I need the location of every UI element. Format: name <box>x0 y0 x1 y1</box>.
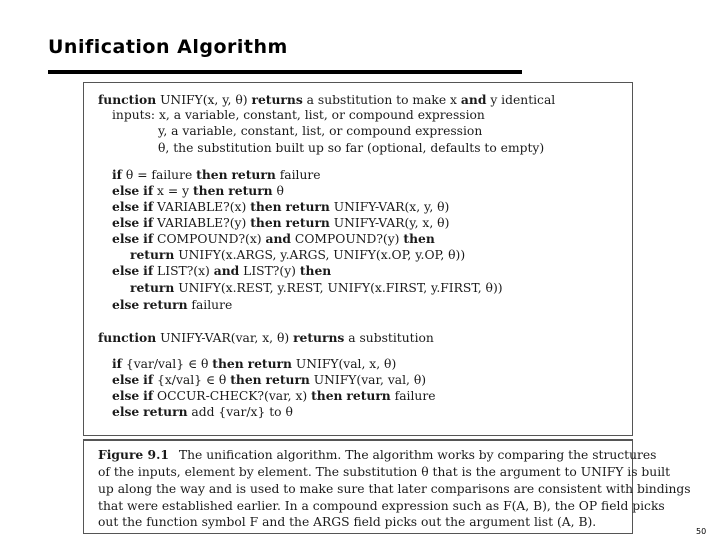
algo-line: if {var/val} ∈ θ then return UNIFY(val, x, θ) <box>112 356 397 371</box>
algo-line: else if x = y then return θ <box>112 183 284 198</box>
page-number: 50 <box>696 527 707 536</box>
algo-line: function UNIFY(x, y, θ) returns a substitution to make x and y identical <box>98 92 556 107</box>
caption-line: of the inputs, element by element. The substitution θ that is the argument to UNIFY is built <box>98 465 671 479</box>
algo-line: return UNIFY(x.REST, y.REST, UNIFY(x.FIRST, y.FIRST, θ)) <box>130 280 503 295</box>
figure-label: Figure 9.1 <box>98 447 169 462</box>
algo-line: else return failure <box>112 297 233 312</box>
algo-line: θ, the substitution built up so far (optional, defaults to empty) <box>158 141 545 155</box>
caption-line: up along the way and is used to make sure that later comparisons are consistent with bindings <box>98 482 691 496</box>
slide-title: Unification Algorithm <box>48 36 288 58</box>
title-underline <box>48 70 522 74</box>
algo-line: else if OCCUR-CHECK?(var, x) then return failure <box>112 388 436 403</box>
caption-line: The unification algorithm. The algorithm works by comparing the structures <box>178 448 657 462</box>
algo-line: if θ = failure then return failure <box>112 167 321 182</box>
algo-line: else if VARIABLE?(y) then return UNIFY-VAR(y, x, θ) <box>112 215 450 230</box>
algo-line: inputs: x, a variable, constant, list, or compound expression <box>112 108 485 122</box>
algo-line: else if {x/val} ∈ θ then return UNIFY(var, val, θ) <box>112 372 427 387</box>
algo-line: return UNIFY(x.ARGS, y.ARGS, UNIFY(x.OP, y.OP, θ)) <box>130 247 466 262</box>
caption-line: that were established earlier. In a compound expression such as F(A, B), the OP field picks <box>98 499 665 513</box>
algo-line: else return add {var/x} to θ <box>112 404 293 419</box>
caption-line: out the function symbol F and the ARGS field picks out the argument list (A, B). <box>98 515 597 529</box>
algo-line: function UNIFY-VAR(var, x, θ) returns a substitution <box>98 330 434 345</box>
algorithm-box <box>83 82 633 436</box>
algo-line: else if COMPOUND?(x) and COMPOUND?(y) then <box>112 231 435 246</box>
algo-line: y, a variable, constant, list, or compound expression <box>158 124 483 138</box>
caption-first-line <box>98 447 657 463</box>
algo-line: else if LIST?(x) and LIST?(y) then <box>112 263 332 278</box>
figure-caption-box <box>83 439 691 534</box>
algo-line: else if VARIABLE?(x) then return UNIFY-VAR(x, y, θ) <box>112 199 450 214</box>
